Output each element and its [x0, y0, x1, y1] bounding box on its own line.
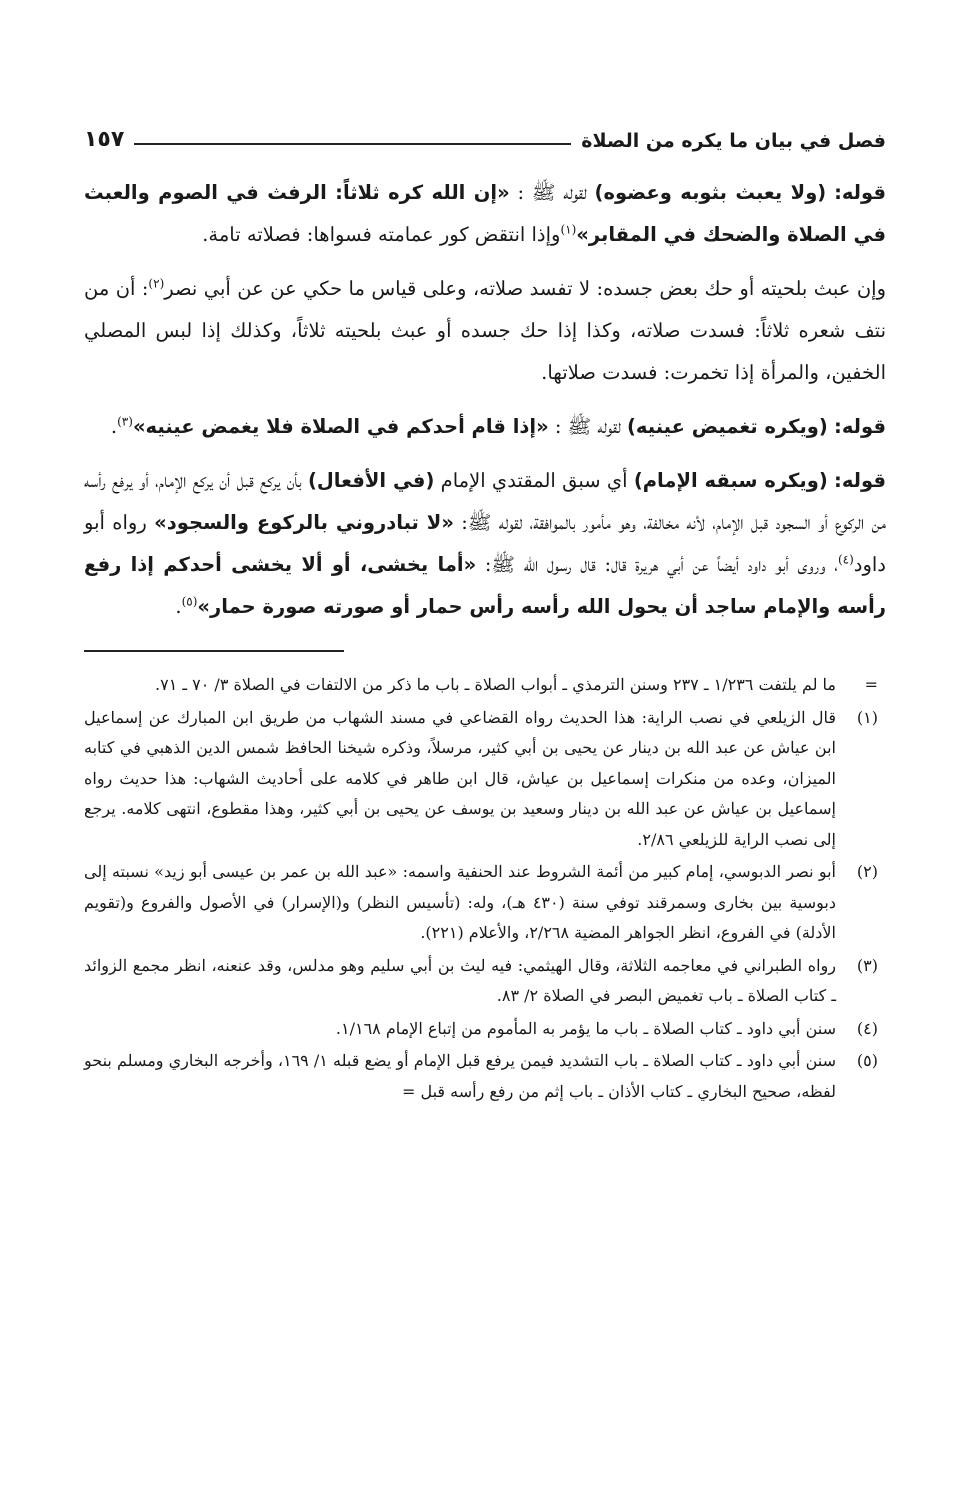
qawluh-label: قوله:	[834, 415, 886, 438]
paragraph-3	[84, 406, 886, 448]
footnote-marker: (٥)	[856, 1051, 878, 1070]
text-run: وإن عبث بلحيته أو حك بعض جسده: لا تفسد صلاته، وعلى قياس ما حكي عن عن أبي نصر	[164, 277, 886, 300]
text-run: لقوله ﷺ :	[509, 181, 595, 204]
footnote-text: أبو نصر الدبوسي، إمام كبير من أئمة الشروط عند الحنفية واسمه: «عبد الله بن عمر بن عيسى أبو زيد» نسبته إلى دبوسية بين بخارى وسمرقند توفي سنة (٤٣٠ هـ)، وله: (تأسيس النظر) و(الإسرار) في الأصول والفروع و(تقويم الأدلة) في الفروع، انظر الجواهر المضية ٢/٢٦٨، والأعلام (٢٢١).	[84, 862, 837, 942]
text-run: : أن من نتف شعره ثلاثاً: فسدت صلاته، وكذا إذا حك جسده أو عبث بلحيته ثلاثاً، وكذلك إذا لبس المصلي الخفين، والمرأة إذا تخمرت: فسدت صلاتها.	[84, 277, 886, 384]
quoted-text: (ولا يعبث بثوبه وعضوه)	[594, 181, 827, 204]
footnote-ref[interactable]: (٥)	[181, 594, 198, 609]
footnote-separator	[84, 650, 344, 652]
header-rule	[134, 143, 571, 145]
hadith-text: «أما يخشى، أو ألا يخشى أحدكم إذا رفع رأسه والإمام ساجد أن يحول الله رأسه رأس حمار أو صورته صورة حمار»	[84, 553, 886, 618]
footnote-marker: =	[864, 675, 878, 694]
footnotes	[84, 670, 878, 1107]
footnote-text: ما لم يلتفت ١/٢٣٦ ـ ٢٣٧ وسنن الترمذي ـ أبواب الصلاة ـ باب ما ذكر من الالتفات في الصلاة ٣/ ٧٠ ـ ٧١.	[155, 675, 836, 694]
main-text	[84, 172, 886, 628]
footnote-marker: (٢)	[856, 862, 878, 881]
text-run: رواه أبو داود	[84, 511, 886, 576]
qawluh-label: قوله:	[834, 181, 887, 204]
footnote-text: سنن أبي داود ـ كتاب الصلاة ـ باب ما يؤمر به المأموم من إتباع الإمام ١/١٦٨.	[335, 1018, 836, 1038]
footnote-item	[84, 951, 878, 1012]
hadith-text: «إن الله كره ثلاثاً: الرفث في الصوم والعبث في الصلاة والضحك في المقابر»	[84, 181, 886, 246]
page-number: ١٥٧	[84, 127, 125, 152]
footnote-ref[interactable]: (٢)	[148, 276, 165, 291]
footnote-text: قال الزيلعي في نصب الراية: هذا الحديث رواه القضاعي في مسند الشهاب من طريق ابن المبارك عن إسماعيل ابن عياش عن عبد الله بن دينار عن يحيى بن أبي كثير، مرسلاً، وذكره شيخنا الحافظ شمس الدين الذهبي في كتابه الميزان، وعده من منكرات إسماعيل بن عياش، قال ابن طاهر في كلامه على أحاديث الشهاب: هذا حديث رواه إسماعيل بن عياش عن عبد الله بن دينار وسعيد بن يوسف عن يحيى بن أبي كثير، وهذا مقطوع، انتهى كلامه. يرجع إلى نصب الراية للزيلعي ٢/٨٦.	[84, 707, 837, 849]
footnote-item	[84, 703, 878, 856]
text-run: .	[175, 595, 182, 618]
quoted-text: (ويكره سبقه الإمام)	[633, 469, 828, 492]
footnote-text: سنن أبي داود ـ كتاب الصلاة ـ باب التشديد فيمن يرفع قبل الإمام أو يضع قبله ١/ ١٦٩، وأخرجه البخاري ومسلم بنحو لفظه، صحيح البخاري ـ كتاب الأذان ـ باب إثم من رفع رأسه قبل =	[84, 1051, 836, 1101]
running-title: فصل في بيان ما يكره من الصلاة	[581, 130, 886, 152]
footnote-item	[84, 857, 878, 949]
hadith-text: «إذا قام أحدكم في الصلاة فلا يغمض عينيه»	[132, 415, 549, 438]
paragraph-4	[84, 460, 886, 628]
footnote-text: رواه الطبراني في معاجمه الثلاثة، وقال الهيثمي: فيه ليث بن أبي سليم وهو مدلس، وقد عنعنه، انظر مجمع الزوائد ـ كتاب الصلاة ـ باب تغميض البصر في الصلاة ٢/ ٨٣.	[84, 955, 836, 1005]
quoted-text: (في الأفعال)	[307, 469, 435, 492]
footnote-item	[84, 1046, 878, 1107]
page-header	[84, 112, 886, 152]
text-run: لقوله ﷺ :	[548, 415, 628, 438]
footnote-item	[84, 670, 878, 701]
footnote-ref[interactable]: (٤)	[837, 552, 854, 567]
qawluh-label: قوله:	[834, 469, 886, 492]
paragraph-2	[84, 268, 886, 394]
hadith-text: «لا تبادروني بالركوع والسجود»	[154, 511, 454, 534]
text-run: أي سبق المقتدي الإمام	[434, 469, 634, 492]
footnote-marker: (٤)	[856, 1018, 878, 1038]
text-run: وإذا انتقض كور عمامته فسواها: فصلاته تامة.	[202, 223, 561, 246]
book-page	[84, 112, 886, 1109]
quoted-text: (ويكره تغميض عينيه)	[627, 415, 828, 438]
text-run: بأن يركع قبل أن يركع الإمام، أو يرفع رأسه من الركوع أو السجود قبل الإمام، لأنه مخالفة، وهو مأمور بالموافقة، لقوله ﷺ:	[84, 469, 886, 534]
footnote-marker: (٣)	[856, 955, 878, 975]
footnote-marker: (١)	[856, 707, 878, 727]
text-run: .	[110, 415, 118, 438]
paragraph-1	[84, 172, 886, 256]
footnote-ref[interactable]: (٣)	[117, 414, 133, 429]
footnote-ref[interactable]: (١)	[560, 222, 577, 237]
text-run: ، وروى أبو داود أيضاً عن أبي هريرة قال: قال رسول الله ﷺ:	[476, 553, 838, 576]
footnote-item	[84, 1014, 878, 1045]
